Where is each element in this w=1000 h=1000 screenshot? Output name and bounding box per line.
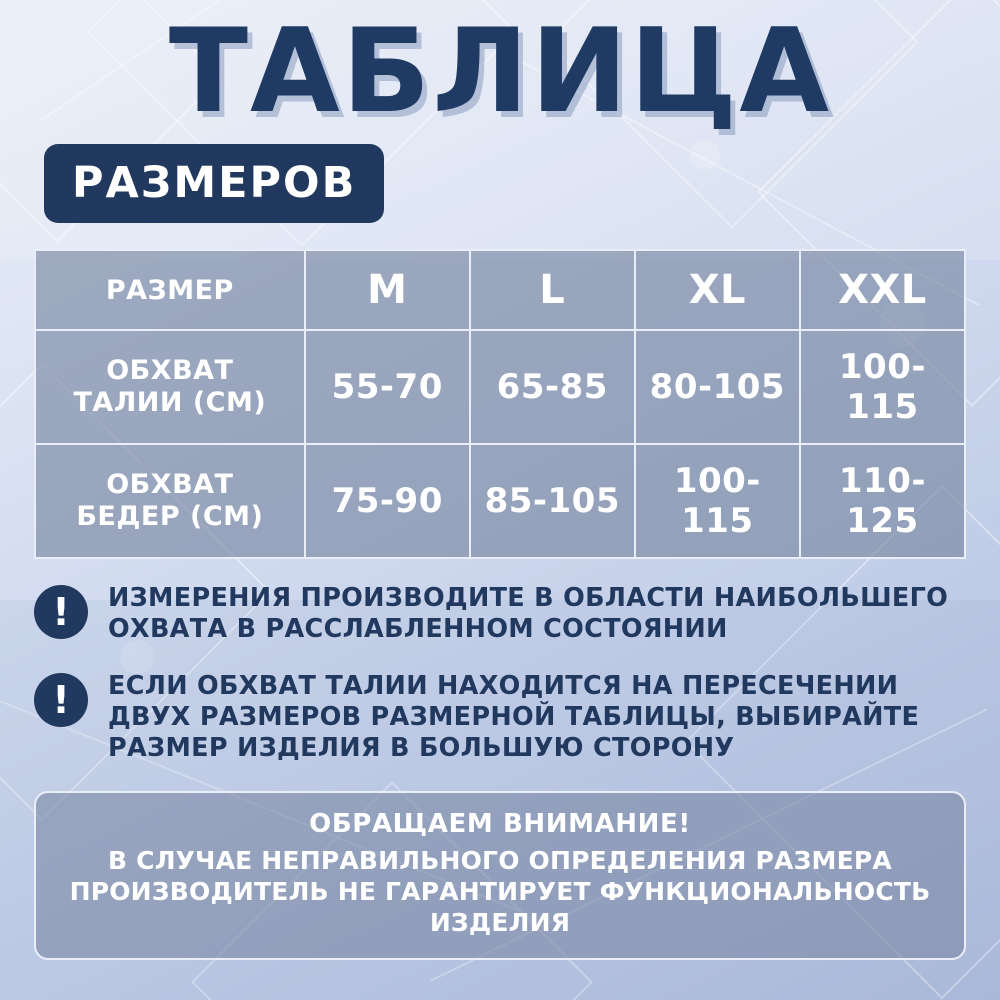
cell-hips-xxl: 110-125 [800,444,965,558]
attention-line1: В СЛУЧАЕ НЕПРАВИЛЬНОГО ОПРЕДЕЛЕНИЯ РАЗМЕРА [108,845,892,875]
row-label-waist-line1: ОБХВАТ [106,355,234,387]
cell-hips-l: 85-105 [470,444,635,558]
row-label-hips [35,444,305,558]
cell-waist-m: 55-70 [305,330,470,444]
attention-line2: ПРОИЗВОДИТЕЛЬ НЕ ГАРАНТИРУЕТ ФУНКЦИОНАЛЬНОСТЬ ИЗДЕЛИЯ [69,876,931,937]
table-header-size-xl: XL [635,250,800,330]
row-label-hips-line1: ОБХВАТ [106,469,234,501]
subtitle-container [44,144,966,223]
note-measurement-text [108,583,948,645]
exclamation-icon: ! [34,585,88,639]
page-subtitle: РАЗМЕРОВ [44,144,384,223]
note-rounding-text [108,671,919,764]
attention-box [34,791,966,960]
notes-section [34,583,966,765]
row-label-waist [35,330,305,444]
note-measurement [34,583,966,645]
note-rounding-line3: РАЗМЕР ИЗДЕЛИЯ В БОЛЬШУЮ СТОРОНУ [108,733,735,764]
size-table [34,249,966,559]
note-rounding-line1: ЕСЛИ ОБХВАТ ТАЛИИ НАХОДИТСЯ НА ПЕРЕСЕЧЕНИИ [108,671,899,702]
attention-body [54,845,946,938]
note-rounding [34,671,966,764]
row-label-waist-line2: ТАЛИИ (СМ) [73,387,267,418]
cell-waist-l: 65-85 [470,330,635,444]
row-label-hips-line2: БЕДЕР (СМ) [76,501,264,532]
cell-waist-xxl: 100-115 [800,330,965,444]
cell-waist-xl: 80-105 [635,330,800,444]
note-measurement-line2: ОХВАТА В РАССЛАБЛЕННОМ СОСТОЯНИИ [108,614,728,645]
table-header-size-xxl: XXL [800,250,965,330]
table-header-parameter: РАЗМЕР [35,250,305,330]
note-measurement-line1: ИЗМЕРЕНИЯ ПРОИЗВОДИТЕ В ОБЛАСТИ НАИБОЛЬШЕГО [108,583,949,613]
table-row [35,444,965,558]
note-rounding-line2: ДВУХ РАЗМЕРОВ РАЗМЕРНОЙ ТАБЛИЦЫ, ВЫБИРАЙТЕ [108,702,920,733]
exclamation-icon: ! [34,673,88,727]
table-header-size-l: L [470,250,635,330]
table-row [35,330,965,444]
table-header-row [35,250,965,330]
cell-hips-m: 75-90 [305,444,470,558]
attention-title: ОБРАЩАЕМ ВНИМАНИЕ! [309,808,691,839]
page-title: ТАБЛИЦА [168,4,832,139]
cell-hips-xl: 100-115 [635,444,800,558]
table-header-size-m: M [305,250,470,330]
